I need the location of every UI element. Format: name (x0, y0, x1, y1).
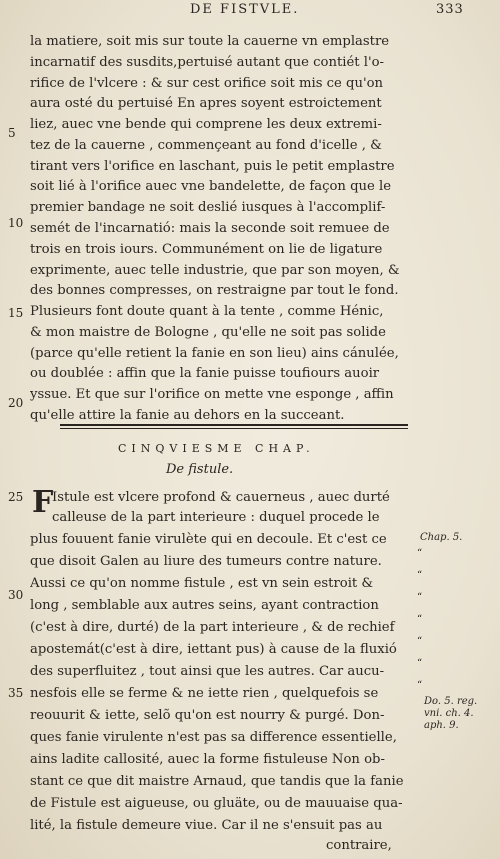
quote-mark: “ (417, 548, 423, 559)
catchword: contraire, (326, 838, 392, 853)
quote-mark: “ (417, 680, 423, 691)
text-line: apostemát(c'est à dire, iettant pus) à cause de la fluxió (30, 642, 397, 657)
text-line: liez, auec vne bende qui comprene les deux extremi- (30, 117, 382, 132)
text-line: qu'elle attire la fanie au dehors en la succeant. (30, 408, 345, 423)
text-line: tirant vers l'orifice en laschant, puis le petit emplastre (30, 159, 395, 174)
drop-capital: F (32, 485, 54, 520)
text-line: la matiere, soit mis sur toute la cauerne vn emplastre (30, 34, 390, 49)
text-line: lité, la fistule demeure viue. Car il ne s'ensuit pas au (30, 818, 383, 833)
text-line: soit lié à l'orifice auec vne bandelette, de façon que le (30, 179, 392, 194)
text-line: rifice de l'vlcere : & sur cest orifice soit mis ce qu'on (30, 76, 384, 91)
text-line: de Fistule est aigueuse, ou gluäte, ou de mauuaise qua- (30, 796, 403, 811)
quote-mark: “ (417, 592, 423, 603)
text-line: des superfluitez , tout ainsi que les autres. Car aucu- (30, 664, 385, 679)
text-line: (c'est à dire, durté) de la part interieure , & de rechief (30, 620, 395, 635)
text-line: ains ladite callosité, auec la forme fistuleuse Non ob- (30, 752, 385, 767)
text-line: tez de la cauerne , commençeant au fond d'icelle , & (30, 138, 382, 153)
quote-mark: “ (417, 636, 423, 647)
line-number: 5 (8, 126, 16, 140)
text-line: Aussi ce qu'on nomme fistule , est vn sein estroit & (30, 576, 374, 591)
text-line: calleuse de la part interieure : duquel procede le (52, 510, 380, 525)
line-number: 10 (8, 216, 24, 230)
text-line: Plusieurs font doute quant à la tente , comme Hénic, (30, 304, 384, 319)
text-line: (parce qu'elle retient la fanie en son lieu) ains cánulée, (30, 346, 399, 361)
text-line: exprimente, auec telle industrie, que par son moyen, & (30, 263, 400, 278)
line-number: 15 (8, 306, 24, 320)
line-number: 30 (8, 588, 24, 602)
text-line: yssue. Et que sur l'orifice on mette vne esponge , affin (30, 387, 394, 402)
text-line: trois en trois iours. Communément on lie de ligature (30, 242, 383, 257)
text-line: aura osté du pertuisé En apres soyent estroictement (30, 96, 382, 111)
margin-note: Chap. 5. (420, 532, 463, 543)
text-line: ou doublée : affin que la fanie puisse toufiours auoir (30, 366, 380, 381)
section-divider (60, 424, 408, 426)
running-title: DE FISTVLE. (190, 2, 300, 17)
text-line: Istule est vlcere profond & cauerneus , auec durté (52, 490, 390, 505)
text-line: stant ce que dit maistre Arnaud, que tandis que la fanie (30, 774, 404, 789)
quote-mark: “ (417, 658, 423, 669)
text-line: incarnatif des susdits,pertuisé autant que contiét l'o- (30, 55, 384, 70)
line-number: 20 (8, 396, 24, 410)
quote-mark: “ (417, 614, 423, 625)
line-number: 25 (8, 490, 24, 504)
quote-mark: “ (417, 570, 423, 581)
text-line: nesfois elle se ferme & ne iette rien , quelquefois se (30, 686, 379, 701)
text-line: des bonnes compresses, on restraigne par tout le fond. (30, 283, 399, 298)
margin-note: Do. 5. reg. vni. ch. 4. aph. 9. (424, 696, 478, 731)
page-number: 333 (436, 2, 464, 17)
text-line: semét de l'incarnatió: mais la seconde soit remuee de (30, 221, 390, 236)
running-header (0, 2, 500, 20)
text-line: plus fouuent fanie virulète qui en decoule. Et c'est ce (30, 532, 387, 547)
section-divider-thin (60, 428, 408, 429)
text-line: long , semblable aux autres seins, ayant contraction (30, 598, 379, 613)
chapter-heading: CINQVIESME CHAP. (118, 442, 315, 455)
text-line: ques fanie virulente n'est pas sa difference essentielle, (30, 730, 397, 745)
text-line: premier bandage ne soit deslié iusques à l'accomplif- (30, 200, 386, 215)
text-line: que disoit Galen au liure des tumeurs contre nature. (30, 554, 382, 569)
text-line: & mon maistre de Bologne , qu'elle ne soit pas solide (30, 325, 386, 340)
chapter-subtitle: De fistule. (166, 462, 234, 477)
text-line: reouurit & iette, selõ qu'on est nourry & purgé. Don- (30, 708, 385, 723)
line-number: 35 (8, 686, 24, 700)
